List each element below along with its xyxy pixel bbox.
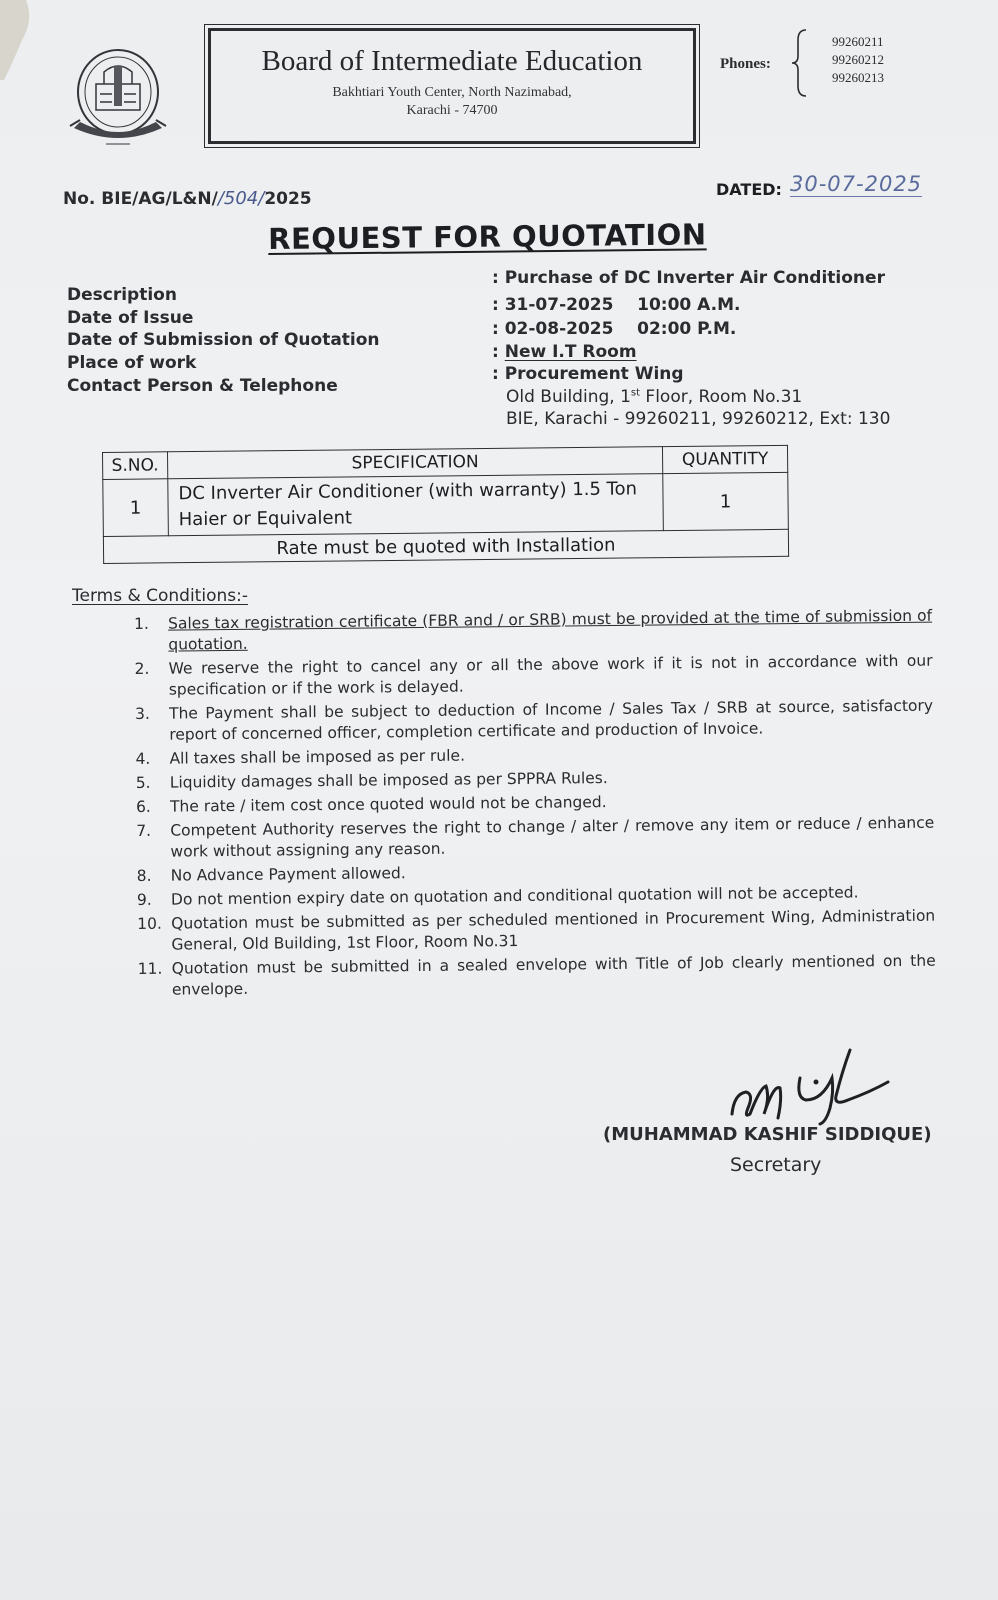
column-header-quantity: QUANTITY: [662, 445, 787, 473]
table-footer-note: Rate must be quoted with Installation: [103, 529, 788, 563]
organization-name: Board of Intermediate Education: [261, 45, 643, 77]
cell-quantity: 1: [663, 472, 789, 530]
phone-number: 99260213: [832, 70, 884, 85]
detail-label-description: Description: [67, 285, 177, 305]
detail-value-submission-date: : 02-08-2025 02:00 P.M.: [492, 319, 737, 339]
detail-label-place: Place of work: [67, 353, 197, 373]
curly-brace-icon: [790, 28, 808, 98]
cell-sno: 1: [103, 479, 169, 537]
letterhead-box: [208, 28, 696, 144]
list-item: 11. Quotation must be submitted in a sealed envelope with Title of Job clearly mentioned on the envelope.: [137, 951, 936, 999]
spec-line-1: DC Inverter Air Conditioner (with warranty) 1.5 Ton: [178, 478, 638, 505]
detail-label-contact: Contact Person & Telephone: [67, 376, 338, 396]
signatory-name: (MUHAMMAD KASHIF SIDDIQUE): [603, 1124, 932, 1145]
terms-list: [134, 606, 936, 1004]
list-item: 1. Sales tax registration certificate (FBR and / or SRB) must be provided at the time of submission of quotation.: [134, 606, 933, 654]
handwritten-reference-number: /504/: [217, 188, 265, 209]
phones-label: Phones:: [720, 56, 771, 72]
specification-table: [102, 445, 789, 564]
paper-stain: [0, 0, 40, 80]
document-title: REQUEST FOR QUOTATION: [268, 217, 707, 256]
reference-year: 2025: [264, 189, 312, 209]
list-item: 9. Do not mention expiry date on quotation and conditional quotation will not be accepted.: [136, 883, 859, 909]
table-row: [103, 472, 789, 536]
list-item: 6. The rate / item cost once quoted would not be changed.: [135, 793, 607, 816]
detail-value-description: : Purchase of DC Inverter Air Conditioner: [492, 268, 885, 288]
board-emblem-logo: [66, 42, 170, 152]
detail-value-place: : New I.T Room: [492, 342, 637, 362]
phone-number: 99260212: [832, 52, 884, 67]
list-item: 5. Liquidity damages shall be imposed as per SPPRA Rules.: [135, 769, 608, 792]
address-line-2: Karachi - 74700: [406, 103, 498, 118]
contact-phone: BIE, Karachi - 99260211, 99260212, Ext: 130: [506, 409, 891, 429]
detail-value-contact: : Procurement Wing: [492, 364, 684, 384]
place-of-work-value: New I.T Room: [504, 342, 637, 362]
list-item: 2. We reserve the right to cancel any or all the above work if it is not in accordance with our specification or if the work is delayed.: [134, 651, 933, 699]
reference-prefix: No. BIE/AG/L&N/: [63, 189, 218, 209]
list-item: 4. All taxes shall be imposed as per rule.: [135, 746, 466, 768]
detail-label-submission-date: Date of Submission of Quotation: [67, 330, 380, 350]
list-item: 10. Quotation must be submitted as per scheduled mentioned in Procurement Wing, Administration General, Old Building, 1st Floor, Room No.31: [137, 906, 936, 954]
cell-specification: [168, 474, 664, 536]
dated-label: DATED:: [716, 180, 782, 199]
handwritten-date: 30-07-2025: [790, 172, 923, 196]
list-item: 7. Competent Authority reserves the right to change / alter / remove any item or reduce / enhance work without assigning any reason.: [136, 813, 935, 861]
list-item: 8. No Advance Payment allowed.: [136, 864, 406, 885]
signatory-designation: Secretary: [730, 1154, 822, 1176]
detail-value-issue-date: : 31-07-2025 10:00 A.M.: [492, 295, 741, 315]
contact-address: Old Building, 1st Floor, Room No.31: [506, 387, 803, 407]
column-header-sno: S.NO.: [103, 452, 168, 480]
phone-number: 99260211: [832, 34, 884, 49]
table-footer-row: [103, 529, 788, 563]
column-header-specification: SPECIFICATION: [168, 447, 663, 479]
spec-line-2: Haier or Equivalent: [178, 507, 353, 531]
address-line-1: Bakhtiari Youth Center, North Nazimabad,: [332, 85, 572, 100]
handwritten-signature: [730, 1048, 900, 1128]
terms-heading: Terms & Conditions:-: [72, 586, 248, 606]
detail-label-issue-date: Date of Issue: [67, 308, 194, 328]
list-item: 3. The Payment shall be subject to deduction of Income / Sales Tax / SRB at source, satisfactory report of concerned officer, completion certificate and production of Invoice.: [134, 696, 934, 744]
reference-number: [63, 188, 312, 209]
